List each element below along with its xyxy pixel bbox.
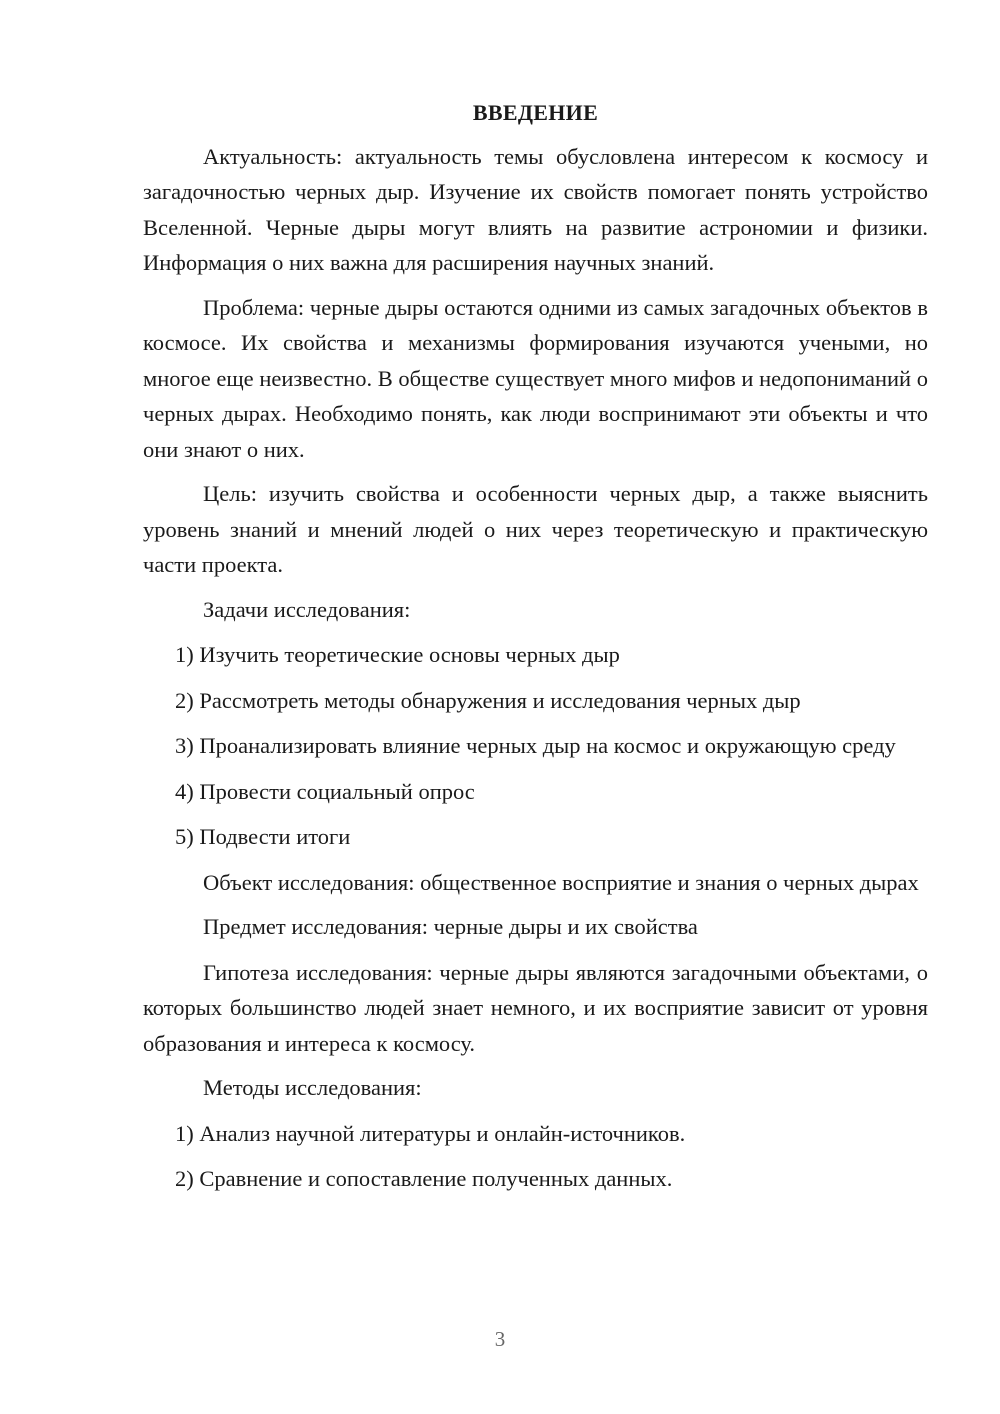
method-item: 1) Анализ научной литературы и онлайн-источников. <box>175 1120 686 1146</box>
hypothesis-paragraph: Гипотеза исследования: черные дыры являются загадочными объектами, о которых большинство людей знает немного, и их восприятие зависит от уровня образования и интереса к космосу. <box>143 959 928 1056</box>
task-item: 5) Подвести итоги <box>175 824 351 849</box>
task-item: 4) Провести социальный опрос <box>175 778 475 804</box>
task-item: 2) Рассмотреть методы обнаружения и исследования черных дыр <box>175 687 801 713</box>
problem-paragraph: Проблема: черные дыры остаются одними из самых загадочных объектов в космосе. Их свойства и механизмы формирования изучаются учеными, но многое еще неизвестно. В обществе существует много мифов и недопониманий о черных дырах. Необходимо понять, как люди воспринимают эти объекты и что они знают о них. <box>143 294 928 462</box>
section-title: ВВЕДЕНИЕ <box>472 100 599 125</box>
method-item: 2) Сравнение и сопоставление полученных данных. <box>175 1166 673 1191</box>
methods-heading: Методы исследования: <box>203 1075 422 1100</box>
relevance-paragraph: Актуальность: актуальность темы обусловлена интересом к космосу и загадочностью черных дыр. Изучение их свойств помогает понять устройство Вселенной. Черные дыры могут влиять на развитие астрономии и физики. Информация о них важна для расширения научных знаний. <box>143 143 928 275</box>
subject-paragraph: Предмет исследования: черные дыры и их свойства <box>203 914 698 939</box>
task-item: 3) Проанализировать влияние черных дыр на космос и окружающую среду <box>175 733 896 758</box>
object-paragraph: Объект исследования: общественное восприятие и знания о черных дырах <box>203 869 919 895</box>
task-item: 1) Изучить теоретические основы черных дыр <box>175 642 620 667</box>
page-number: 3 <box>494 1327 506 1351</box>
tasks-heading: Задачи исследования: <box>203 596 411 622</box>
goal-paragraph: Цель: изучить свойства и особенности черных дыр, а также выяснить уровень знаний и мнений людей о них через теоретическую и практическую части проекта. <box>143 481 928 577</box>
document-page <box>143 95 928 1207</box>
